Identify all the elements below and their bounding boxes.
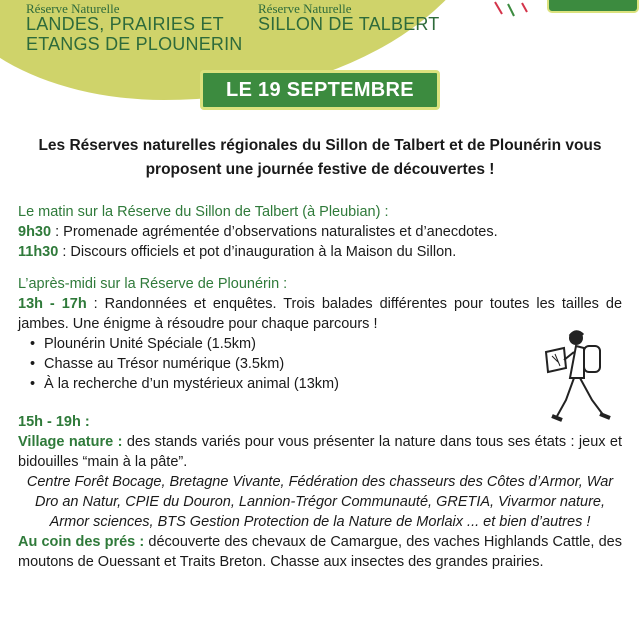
meadows-description	[18, 532, 622, 572]
afternoon-description	[18, 294, 622, 334]
logo-plounerin	[26, 2, 243, 53]
list-item: • À la recherche d’un mystérieux animal (13km)	[32, 374, 622, 394]
afternoon-bullets	[18, 334, 622, 394]
meadows-text: découverte des chevaux de Camargue, des vaches Highlands Cattle, des moutons de Ouessant et Traits Breton. Chasse aux insectes des grandes prairies.	[18, 534, 622, 570]
list-item: • Chasse au Trésor numérique (3.5km)	[32, 354, 622, 374]
event-date-badge: LE 19 SEPTEMBRE 2026	[200, 70, 440, 110]
morning-item-text: : Promenade agrémentée d’observations naturalistes et d’anecdotes.	[51, 224, 498, 240]
logo-sillon	[258, 2, 439, 33]
morning-item-text: : Discours officiels et pot d’inauguration à la Maison du Sillon.	[58, 244, 457, 260]
logo-left-line2: ETANGS DE PLOUNERIN	[26, 34, 243, 54]
hiker-illustration-icon	[540, 326, 620, 426]
village-title: Village nature :	[18, 434, 123, 450]
morning-item	[18, 222, 622, 242]
intro-line-1: Les Réserves naturelles régionales du Sillon de Talbert et de Plounérin vous	[38, 137, 602, 154]
afternoon-title: L’après-midi sur la Réserve de Plounérin :	[18, 276, 288, 292]
afternoon-text: : Randonnées et enquêtes. Trois balades différentes pour toutes les tailles de jambes. Une énigme à résoudre pour chaque parcours !	[18, 296, 623, 332]
program-content	[18, 202, 622, 572]
village-description	[18, 432, 622, 472]
logo-right-kicker: Réserve Naturelle	[258, 1, 352, 16]
morning-title: Le matin sur la Réserve du Sillon de Talbert (à Pleubian) :	[18, 204, 389, 220]
logo-right-title: SILLON DE TALBERT	[258, 14, 440, 34]
partners-list: Centre Forêt Bocage, Bretagne Vivante, Fédération des chasseurs des Côtes d’Armor, War Dro an Natur, CPIE du Douron, Lannion-Trégor Communauté, GRETIA, Vivarmor nature, Armor sciences, BTS Gestion Protection de la Nature de Morlaix ... et bien d’autres !	[26, 474, 614, 530]
morning-item-time: 9h30	[18, 224, 52, 240]
intro-text	[20, 134, 620, 182]
morning-item-time: 11h30	[18, 244, 59, 260]
village-text: des stands variés pour vous présenter la nature dans tous ses états : jeux et bidouilles “main à la pâte”.	[18, 434, 622, 470]
list-item: • Plounérin Unité Spéciale (1.5km)	[32, 334, 622, 354]
afternoon-time: 13h - 17h	[18, 296, 87, 312]
morning-item	[18, 242, 622, 262]
village-time: 15h - 19h :	[18, 414, 90, 430]
festive-decoration-icon	[490, 0, 640, 22]
meadows-title: Au coin des prés :	[18, 534, 145, 550]
intro-line-2: proposent une journée festive de découvertes !	[145, 161, 495, 178]
logo-left-kicker: Réserve Naturelle	[26, 1, 120, 16]
logo-left-line1: LANDES, PRAIRIES ET	[26, 14, 224, 34]
